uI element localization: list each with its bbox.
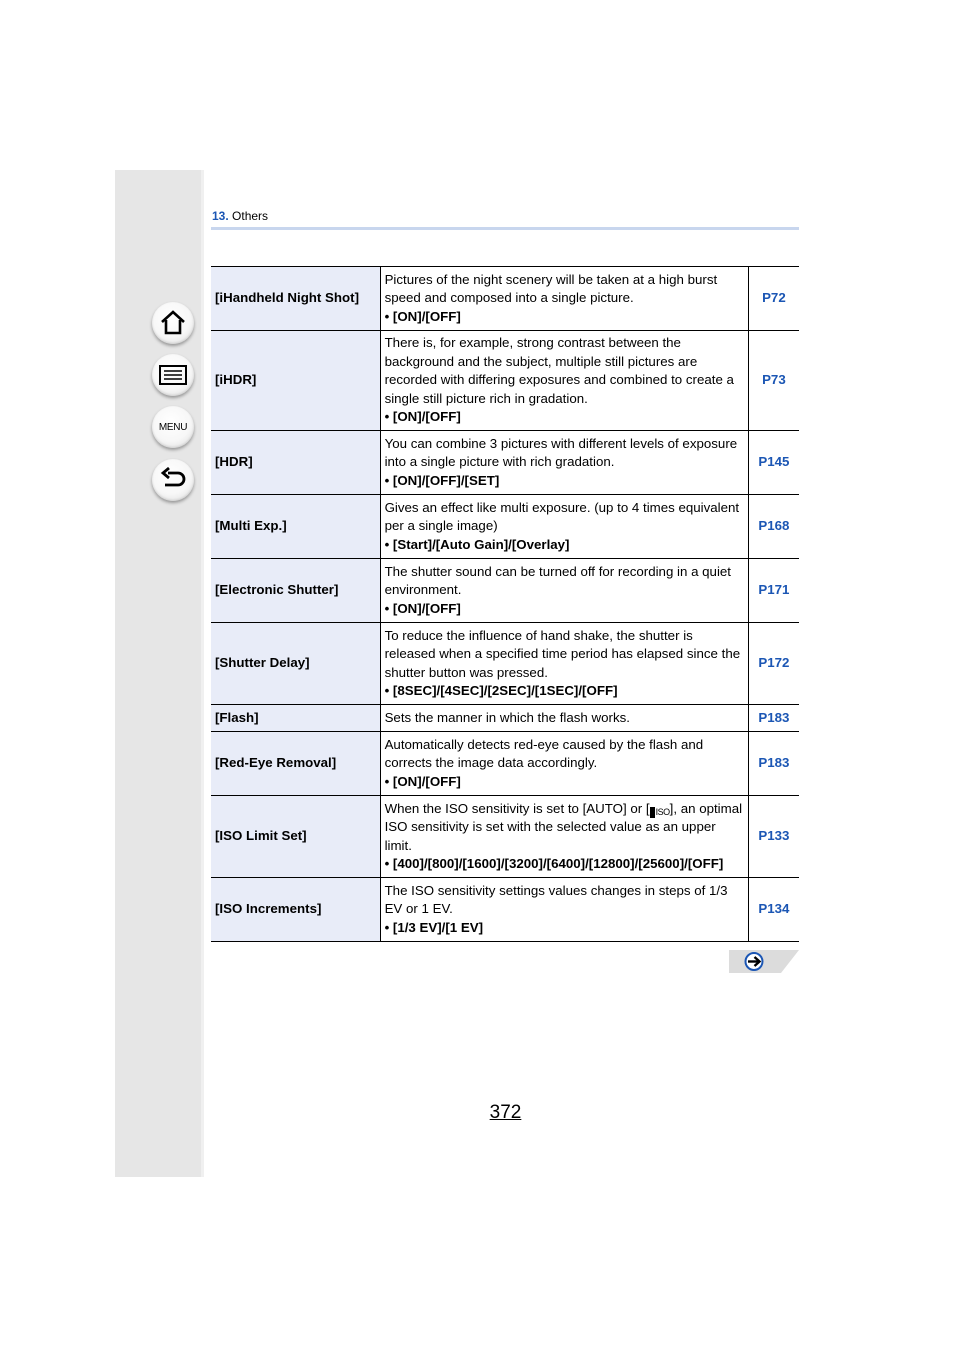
page-reference-link[interactable]: P145 bbox=[748, 431, 799, 495]
page-reference-link[interactable]: P134 bbox=[748, 878, 799, 942]
description-text: Automatically detects red-eye caused by the flash and corrects the image data accordingly. bbox=[384, 736, 704, 771]
setting-options: • [ON]/[OFF] bbox=[384, 308, 461, 324]
table-row bbox=[211, 878, 799, 942]
table-row bbox=[211, 267, 799, 331]
table-row bbox=[211, 623, 799, 705]
description-text: Gives an effect like multi exposure. (up to 4 times equivalent per a single image) bbox=[384, 499, 740, 534]
page-reference-link[interactable]: P171 bbox=[748, 559, 799, 623]
setting-options: • [400]/[800]/[1600]/[3200]/[6400]/[12800]/[25600]/[OFF] bbox=[384, 855, 724, 871]
settings-table bbox=[211, 266, 799, 942]
description-text-start: When the ISO sensitivity is set to [AUTO] or [ bbox=[384, 800, 650, 816]
setting-description bbox=[380, 732, 748, 796]
setting-name: [Multi Exp.] bbox=[211, 495, 380, 559]
contents-button[interactable] bbox=[152, 354, 194, 396]
setting-description bbox=[380, 878, 748, 942]
description-text: Pictures of the night scenery will be taken at a high burst speed and composed into a single picture. bbox=[384, 271, 718, 306]
setting-description bbox=[380, 431, 748, 495]
description-text: To reduce the influence of hand shake, the shutter is released when a specified time period has elapsed since the shutter button was pressed. bbox=[384, 627, 741, 680]
page-reference-link[interactable]: P72 bbox=[748, 267, 799, 331]
setting-description bbox=[380, 559, 748, 623]
table-row bbox=[211, 559, 799, 623]
setting-description bbox=[380, 623, 748, 705]
description-text: There is, for example, strong contrast between the background and the subject, multiple still pictures are recorded with differing exposures and combined to create a single still picture rich in gradation. bbox=[384, 335, 734, 406]
setting-description bbox=[380, 267, 748, 331]
page-number: 372 bbox=[489, 1102, 522, 1123]
description-text: Sets the manner in which the flash works. bbox=[384, 709, 630, 725]
setting-options: • [8SEC]/[4SEC]/[2SEC]/[1SEC]/[OFF] bbox=[384, 682, 618, 698]
table-row bbox=[211, 495, 799, 559]
setting-name: [Red-Eye Removal] bbox=[211, 732, 380, 796]
chapter-number: 13. bbox=[212, 209, 229, 223]
table-row bbox=[211, 796, 799, 878]
page-reference-link[interactable]: P183 bbox=[748, 732, 799, 796]
list-icon bbox=[158, 363, 188, 387]
table-row bbox=[211, 331, 799, 431]
table-row bbox=[211, 705, 799, 732]
setting-name: [Flash] bbox=[211, 705, 380, 732]
home-icon bbox=[159, 309, 187, 337]
setting-options: • [ON]/[OFF] bbox=[384, 773, 461, 789]
page-reference-link[interactable]: P183 bbox=[748, 705, 799, 732]
description-text bbox=[385, 800, 744, 855]
return-arrow-icon bbox=[159, 467, 187, 493]
page-reference-link[interactable]: P168 bbox=[748, 495, 799, 559]
home-button[interactable] bbox=[152, 302, 194, 344]
sidebar-edge bbox=[201, 170, 204, 1177]
setting-options: • [ON]/[OFF]/[SET] bbox=[384, 472, 500, 488]
setting-name: [HDR] bbox=[211, 431, 380, 495]
description-text: The ISO sensitivity settings values changes in steps of 1/3 EV or 1 EV. bbox=[384, 882, 728, 917]
description-text: You can combine 3 pictures with different levels of exposure into a single picture with rich gradation. bbox=[384, 435, 738, 470]
description-text: The shutter sound can be turned off for recording in a quiet environment. bbox=[384, 563, 731, 598]
setting-name: [ISO Limit Set] bbox=[211, 796, 380, 878]
setting-options: • [ON]/[OFF] bbox=[384, 600, 461, 616]
setting-name: [iHDR] bbox=[211, 331, 380, 431]
description-text-end: ], an optimal ISO sensitivity is set with the selected value as an upper limit. bbox=[384, 800, 743, 853]
setting-options: • [Start]/[Auto Gain]/[Overlay] bbox=[384, 536, 570, 552]
page-reference-link[interactable]: P172 bbox=[748, 623, 799, 705]
setting-options: • [1/3 EV]/[1 EV] bbox=[384, 919, 484, 935]
setting-name: [iHandheld Night Shot] bbox=[211, 267, 380, 331]
setting-name: [Electronic Shutter] bbox=[211, 559, 380, 623]
iso-icon-label: ISO bbox=[655, 806, 670, 817]
setting-description bbox=[380, 495, 748, 559]
intelligent-iso-icon bbox=[650, 807, 670, 818]
next-page-button[interactable] bbox=[729, 950, 799, 973]
arrow-right-icon bbox=[746, 953, 763, 970]
menu-button[interactable] bbox=[152, 406, 194, 448]
setting-name: [ISO Increments] bbox=[211, 878, 380, 942]
side-navigation bbox=[115, 170, 204, 1177]
setting-options: • [ON]/[OFF] bbox=[384, 409, 461, 425]
menu-label: MENU bbox=[158, 421, 188, 433]
setting-name: [Shutter Delay] bbox=[211, 623, 380, 705]
back-button[interactable] bbox=[152, 459, 194, 501]
table-row bbox=[211, 431, 799, 495]
setting-description bbox=[380, 331, 748, 431]
page-reference-link[interactable]: P73 bbox=[748, 331, 799, 431]
setting-description bbox=[380, 796, 748, 878]
chapter-title: Others bbox=[232, 209, 269, 223]
table-row bbox=[211, 732, 799, 796]
setting-description bbox=[380, 705, 748, 732]
page-reference-link[interactable]: P133 bbox=[748, 796, 799, 878]
chapter-header bbox=[212, 209, 268, 223]
header-divider bbox=[211, 227, 799, 230]
